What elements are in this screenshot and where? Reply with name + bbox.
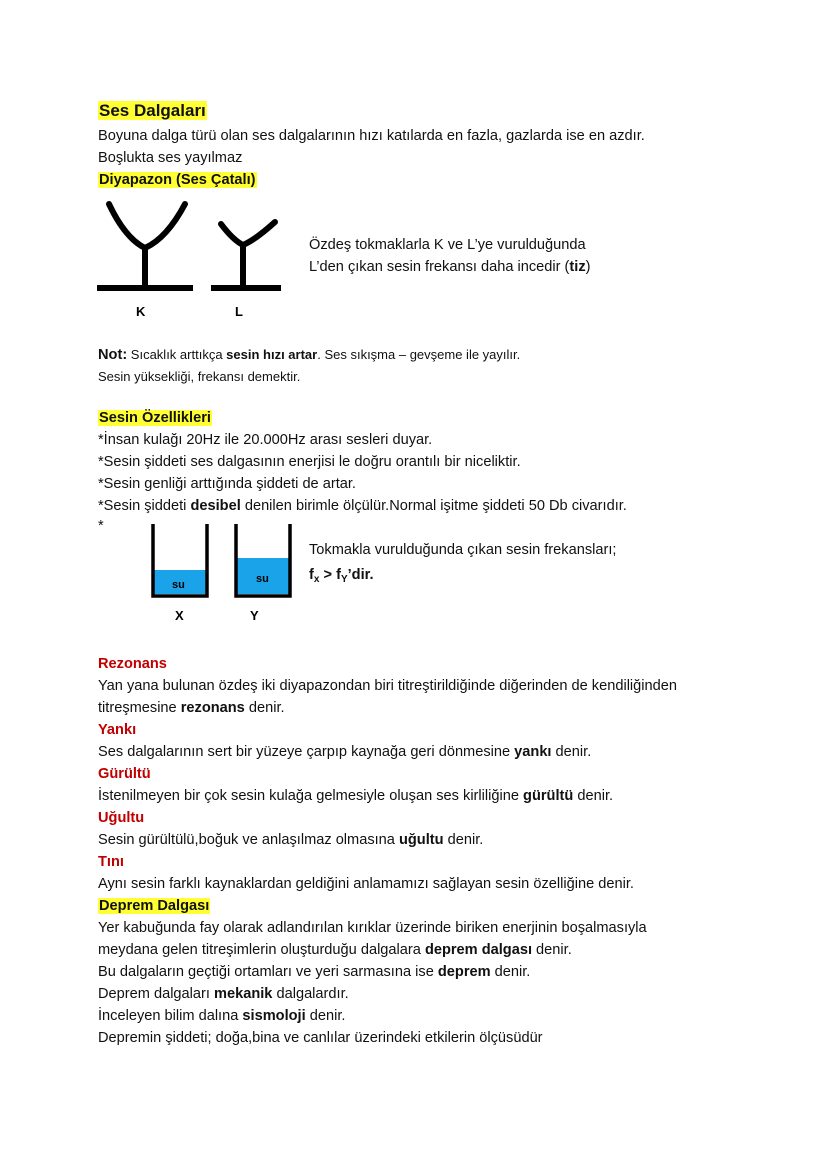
- label-x: X: [175, 608, 184, 623]
- paragraph: Yer kabuğunda fay olarak adlandırılan kırıklar üzerinde biriken enerjinin boşalmasıyla: [98, 920, 647, 936]
- paragraph: Ses dalgalarının sert bir yüzeye çarpıp kaynağa geri dönmesine yankı denir.: [98, 744, 592, 760]
- glasses-text-1: Tokmakla vurulduğunda çıkan sesin frekansları;: [309, 542, 617, 558]
- paragraph: Yan yana bulunan özdeş iki diyapazondan biri titreştirildiğinde diğerinden de kendiliğinden: [98, 678, 678, 694]
- note-line-1: Not: Sıcaklık arttıkça sesin hızı artar. Ses sıkışma – gevşeme ile yayılır.: [98, 347, 521, 363]
- list-item: *Sesin şiddeti desibel denilen birimle ölçülür.Normal işitme şiddeti 50 Db civarıdır.: [98, 498, 627, 514]
- section-title-rezonans: Rezonans: [98, 656, 167, 672]
- water-label-x: su: [172, 579, 185, 591]
- fork-text-2: L’den çıkan sesin frekansı daha incedir (tiz): [309, 259, 591, 275]
- note-line-2: Sesin yüksekliği, frekansı demektir.: [98, 369, 301, 384]
- paragraph: Depremin şiddeti; doğa,bina ve canlılar üzerindeki etkilerin ölçüsüdür: [98, 1030, 543, 1046]
- paragraph: Aynı sesin farklı kaynaklardan geldiğini anlamamızı sağlayan sesin özelliğine denir.: [98, 876, 634, 892]
- section-title-diyapazon: Diyapazon (Ses Çatalı): [99, 172, 256, 188]
- label-y: Y: [250, 608, 259, 623]
- paragraph: Sesin gürültülü,boğuk ve anlaşılmaz olmasına uğultu denir.: [98, 832, 484, 848]
- list-item: *İnsan kulağı 20Hz ile 20.000Hz arası sesleri duyar.: [98, 432, 433, 448]
- list-star: *: [98, 518, 104, 534]
- paragraph: meydana gelen titreşimlerin oluşturduğu dalgalara deprem dalgası denir.: [98, 942, 572, 958]
- section-title-tini: Tını: [98, 854, 124, 870]
- glasses-figure: [148, 522, 308, 632]
- tuning-fork-figure: [95, 198, 295, 318]
- section-title-gurultu: Gürültü: [98, 766, 151, 782]
- paragraph: Boşlukta ses yayılmaz: [98, 150, 243, 166]
- section-title-ozellikler: Sesin Özellikleri: [99, 410, 211, 426]
- paragraph: İnceleyen bilim dalına sismoloji denir.: [98, 1008, 346, 1024]
- section-title-ses-dalgalari: Ses Dalgaları: [99, 101, 206, 120]
- fork-text-1: Özdeş tokmaklarla K ve L’ye vurulduğunda: [309, 237, 586, 253]
- paragraph: titreşmesine rezonans denir.: [98, 700, 285, 716]
- section-title-deprem: Deprem Dalgası: [99, 898, 210, 914]
- label-l: L: [235, 304, 243, 319]
- paragraph: İstenilmeyen bir çok sesin kulağa gelmesiyle oluşan ses kirliliğine gürültü denir.: [98, 788, 614, 804]
- section-title-ugultu: Uğultu: [98, 810, 145, 826]
- paragraph: Deprem dalgaları mekanik dalgalardır.: [98, 986, 349, 1002]
- paragraph: Bu dalgaların geçtiği ortamları ve yeri sarmasına ise deprem denir.: [98, 964, 531, 980]
- list-item: *Sesin genliği arttığında şiddeti de artar.: [98, 476, 356, 492]
- glasses-text-2: $f_x$ > $f_Y’dir$.: [309, 567, 374, 585]
- label-k: K: [136, 304, 146, 319]
- section-title-yanki: Yankı: [98, 722, 137, 738]
- tuning-fork-l-icon: [211, 222, 281, 288]
- list-item: *Sesin şiddeti ses dalgasının enerjisi le doğru orantılı bir niceliktir.: [98, 454, 521, 470]
- tuning-fork-k-icon: [97, 204, 193, 288]
- water-label-y: su: [256, 573, 269, 585]
- paragraph: Boyuna dalga türü olan ses dalgalarının hızı katılarda en fazla, gazlarda ise en azdır.: [98, 128, 645, 144]
